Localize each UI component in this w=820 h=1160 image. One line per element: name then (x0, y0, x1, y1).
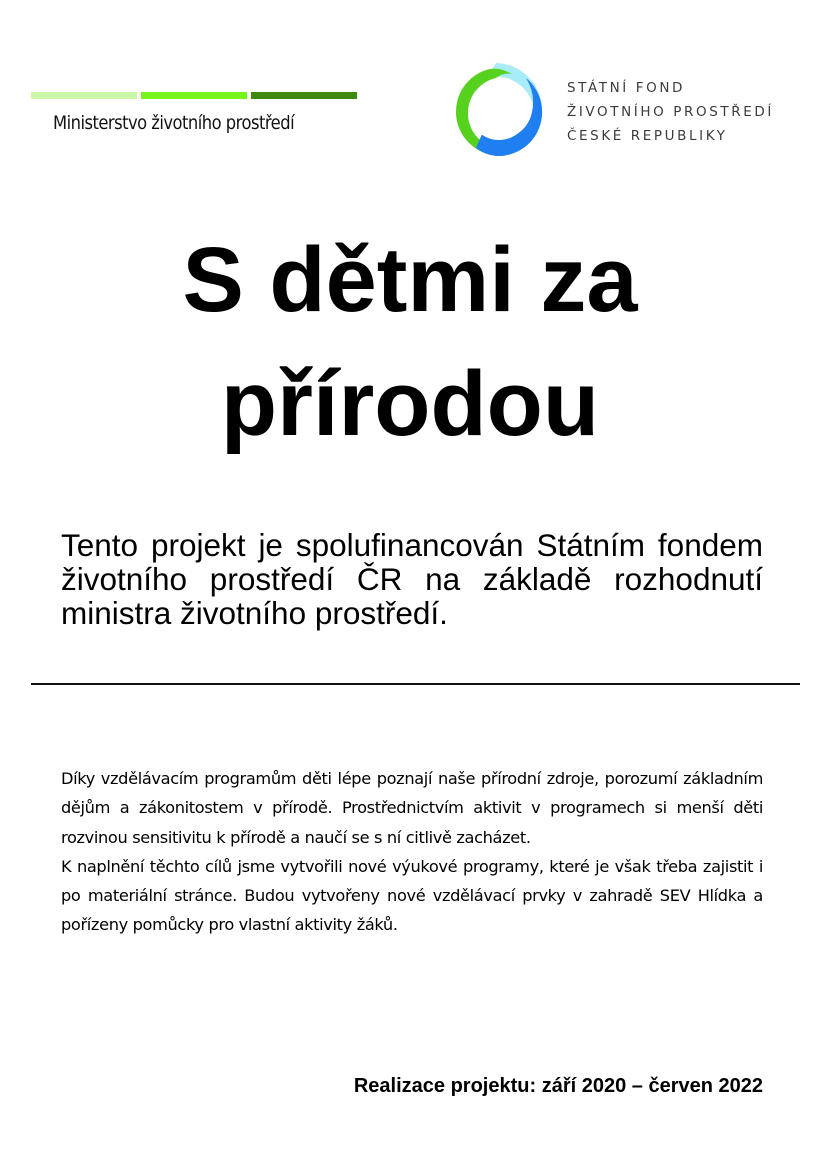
project-period: Realizace projektu: září 2020 – červen 2022 (353, 1075, 763, 1097)
bar-bright-green (141, 92, 247, 99)
title-line-1: S dětmi za (182, 229, 638, 331)
fund-name (567, 76, 774, 148)
page-title (0, 218, 820, 466)
bar-light-green (31, 92, 137, 99)
bar-dark-green (251, 92, 357, 99)
ministry-name: Ministerstvo životního prostředí (53, 112, 295, 134)
divider (31, 683, 800, 685)
fund-name-line-3: ČESKÉ REPUBLIKY (567, 128, 728, 144)
ministry-color-bars (31, 92, 357, 99)
fund-name-line-2: ŽIVOTNÍHO PROSTŘEDÍ (567, 104, 774, 120)
title-line-2: přírodou (220, 353, 600, 455)
fund-name-line-1: STÁTNÍ FOND (567, 80, 686, 96)
description-paragraph-1: Díky vzdělávacím programům děti lépe poznají naše přírodní zdroje, porozumí základním dějům a zákonitostem v přírodě. Prostřednictvím aktivit v programech si menší děti rozvinou sensitivitu k přírodě a naučí se s ní citlivě zacházet. (61, 769, 763, 847)
fund-circle-icon (446, 60, 546, 160)
description-paragraph-2: K naplnění těchto cílů jsme vytvořili nové výukové programy, které je však třeba zajistit i po materiální stránce. Budou vytvořeny nové vzdělávací prvky v zahradě SEV Hlídka a pořízeny pomůcky pro vlastní aktivity žáků. (61, 856, 763, 935)
funding-statement: Tento projekt je spolufinancován Státním fondem životního prostředí ČR na základě rozhodnutí ministra životního prostředí. (61, 527, 763, 631)
project-description (61, 764, 763, 940)
